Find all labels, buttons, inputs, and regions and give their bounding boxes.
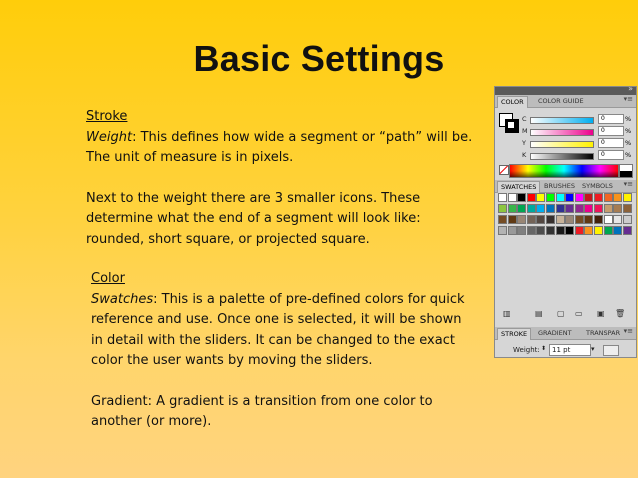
swatch[interactable] [556,193,565,202]
weight-dropdown-icon[interactable]: ▾ [591,345,595,353]
swatch-options-icon[interactable]: ▢ [557,309,565,318]
swatch[interactable] [623,204,632,213]
gradient-line2: another (or more). [91,414,212,429]
color-heading: Color [91,271,125,286]
tab-color[interactable]: COLOR [497,96,528,108]
slider-cyan-unit: % [625,115,632,123]
tab-transparency[interactable]: TRANSPAR [586,329,621,337]
panel-menu-icon[interactable]: ▾≡ [623,95,633,103]
swatch[interactable] [604,204,613,213]
swatch[interactable] [565,226,574,235]
tab-symbols[interactable]: SYMBOLS [582,182,613,190]
stroke-icons-line3: rounded, short square, or projected square. [86,231,370,247]
stroke-menu-icon[interactable]: ▾≡ [623,327,633,335]
tab-stroke[interactable]: STROKE [497,328,531,340]
new-color-group-icon[interactable]: ▭ [575,309,583,318]
swatch[interactable] [556,226,565,235]
swatch[interactable] [575,193,584,202]
swatch[interactable] [546,204,555,213]
swatch[interactable] [556,204,565,213]
swatch[interactable] [594,226,603,235]
swatch[interactable] [584,215,593,224]
new-swatch-icon[interactable]: ▣ [597,309,605,318]
swatches-menu-icon[interactable]: ▾≡ [623,180,633,188]
stroke-section [86,107,486,250]
swatch[interactable] [508,215,517,224]
swatches-tabbar [495,180,636,193]
swatch[interactable] [613,215,622,224]
fill-stroke-icon[interactable] [499,113,519,133]
slider-magenta[interactable] [522,127,632,136]
swatch[interactable] [517,204,526,213]
swatch[interactable] [565,215,574,224]
swatch[interactable] [527,204,536,213]
stroke-options-icon[interactable] [603,345,619,356]
slider-yellow-track[interactable] [530,141,594,148]
swatch[interactable] [584,204,593,213]
swatch[interactable] [556,215,565,224]
swatch[interactable] [527,226,536,235]
stroke-weight-desc [86,128,486,149]
weight-term: Weight [86,129,133,145]
swatches-line2: reference and use. Once one is selected, it will be shown [91,312,462,327]
swatch[interactable] [604,226,613,235]
slider-yellow[interactable] [522,139,632,148]
swatch[interactable] [623,215,632,224]
weight-stepper[interactable]: ⬍ [541,345,547,352]
swatch[interactable] [546,193,555,202]
swatch[interactable] [613,193,622,202]
swatch-libraries-icon[interactable]: ▥ [503,309,511,318]
swatch[interactable] [517,215,526,224]
swatch[interactable] [584,193,593,202]
slider-magenta-track[interactable] [530,129,594,136]
swatch[interactable] [623,193,632,202]
color-section [91,269,491,433]
swatch[interactable] [594,204,603,213]
tab-gradient[interactable]: GRADIENT [538,329,572,337]
color-spectrum-bar[interactable] [509,164,619,178]
swatches-text: : This is a palette of pre-defined colors for quick [153,291,465,307]
weight-label: Weight: [513,346,540,354]
swatch[interactable] [498,215,507,224]
swatch[interactable] [575,204,584,213]
swatch[interactable] [498,204,507,213]
swatch[interactable] [546,215,555,224]
weight-row [495,343,636,357]
stroke-icons-line2: determine what the end of a segment will look like: [86,211,421,226]
swatch[interactable] [594,193,603,202]
tab-brushes[interactable]: BRUSHES [544,182,575,190]
slider-yellow-value[interactable]: 0 [598,138,624,148]
swatch[interactable] [546,226,555,235]
weight-text: : This defines how wide a segment or “path” will be. [132,129,473,145]
slider-black-track[interactable] [530,153,594,160]
swatches-line4: color the user wants by moving the sliders. [91,353,373,368]
tab-color-guide[interactable]: COLOR GUIDE [538,97,584,105]
swatch[interactable] [613,226,622,235]
white-black-swatches[interactable] [619,164,633,178]
swatch[interactable] [575,215,584,224]
stroke-unit-desc: The unit of measure is in pixels. [86,150,294,165]
swatch[interactable] [623,226,632,235]
slider-cyan-track[interactable] [530,117,594,124]
swatch-tools [501,309,631,321]
swatch[interactable] [527,193,536,202]
slider-magenta-unit: % [625,127,632,135]
swatch[interactable] [536,204,545,213]
swatches-line1 [91,290,491,311]
panel-header [495,84,636,95]
none-swatch-icon[interactable] [499,165,509,175]
swatches-line3: in detail with the sliders. It can be changed to the exact [91,332,455,348]
swatch[interactable] [594,215,603,224]
slider-cyan[interactable] [522,115,632,124]
swatches-term: Swatches [91,291,154,307]
swatch[interactable] [536,215,545,224]
slider-magenta-label: M [522,127,528,135]
slide-title: Basic Settings [193,38,445,79]
slider-cyan-value[interactable]: 0 [598,114,624,124]
illustrator-panel [494,86,637,358]
swatch[interactable] [575,226,584,235]
slider-black-unit: % [625,151,632,159]
swatch[interactable] [498,193,507,202]
stroke-heading: Stroke [86,109,128,124]
swatch[interactable] [517,193,526,202]
swatch[interactable] [536,193,545,202]
swatch[interactable] [613,204,622,213]
swatch[interactable] [508,226,517,235]
stroke-tabbar [495,327,636,340]
swatch[interactable] [508,204,517,213]
swatch[interactable] [565,204,574,213]
slider-black[interactable] [522,151,632,160]
gradient-line1: Gradient: A gradient is a transition from one color to [91,393,433,409]
swatch[interactable] [517,226,526,235]
slider-black-label: K [522,151,527,159]
slider-magenta-value[interactable]: 0 [598,126,624,136]
swatch[interactable] [584,226,593,235]
tab-swatches[interactable]: SWATCHES [497,181,540,193]
slider-yellow-label: Y [522,139,526,147]
slider-black-value[interactable]: 0 [598,150,624,160]
stroke-icons-line1: Next to the weight there are 3 smaller icons. These [86,190,421,206]
swatch[interactable] [527,215,536,224]
swatch-kind-icon[interactable]: ▤ [535,309,543,318]
swatch[interactable] [604,215,613,224]
collapse-icon[interactable]: » [628,84,633,93]
weight-input[interactable]: 11 pt [549,344,591,356]
swatch[interactable] [565,193,574,202]
color-tabbar [495,95,636,108]
swatch[interactable] [604,193,613,202]
slider-yellow-unit: % [625,139,632,147]
delete-swatch-icon[interactable]: 🗑 [615,309,626,318]
swatch[interactable] [498,226,507,235]
swatch[interactable] [508,193,517,202]
swatch[interactable] [536,226,545,235]
slider-cyan-label: C [522,115,527,123]
